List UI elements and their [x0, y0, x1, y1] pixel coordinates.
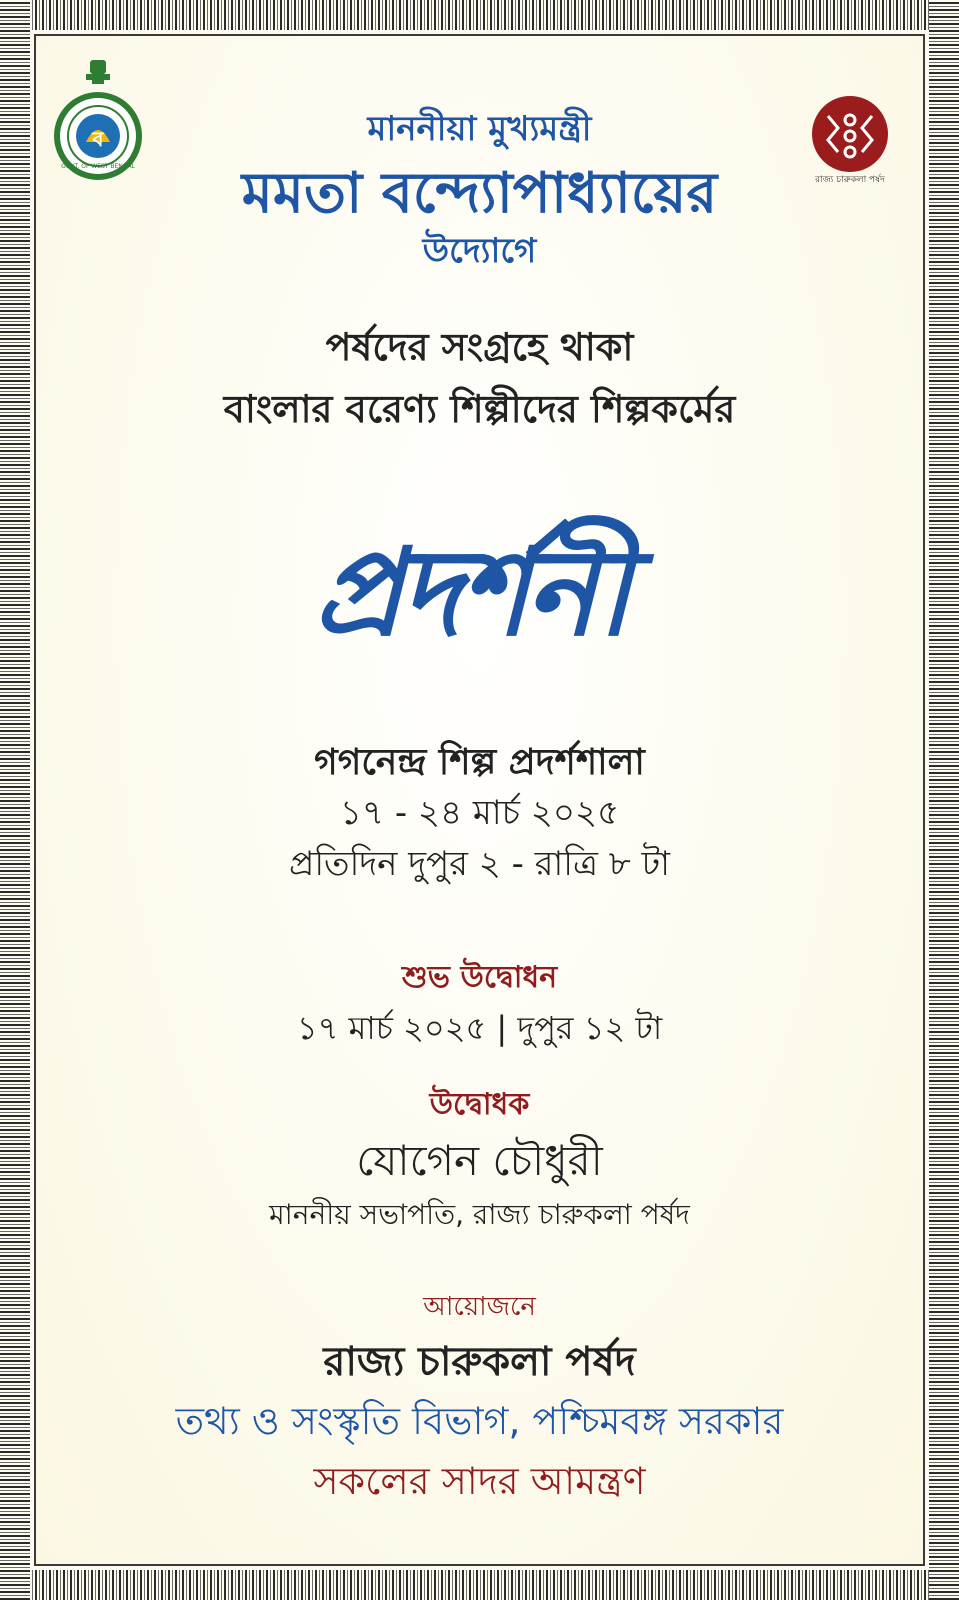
- inauguration-label: শুভ উদ্বোধন: [401, 960, 558, 995]
- intro-line-1: পর্ষদের সংগ্রহে থাকা: [325, 325, 634, 369]
- department-name: তথ্য ও সংস্কৃতি বিভাগ, পশ্চিমবঙ্গ সরকার: [175, 1399, 784, 1443]
- inaugurator-designation: মাননীয় সভাপতি, রাজ্য চারুকলা পর্ষদ: [269, 1198, 690, 1231]
- govt-emblem-text: GOVT. OF WEST BENGAL: [61, 163, 135, 170]
- exhibition-title: প্রদর্শনী: [313, 522, 627, 663]
- inauguration-datetime: ১৭ মার্চ ২০২৫ | দুপুর ১২ টা: [296, 1009, 663, 1047]
- inaugurator-label: উদ্বোধক: [429, 1087, 530, 1122]
- exhibition-timing: প্রতিদিন দুপুর ২ - রাত্রি ৮ টা: [288, 844, 671, 884]
- invitation-text: সকলের সাদর আমন্ত্রণ: [313, 1459, 646, 1503]
- organiser-name: রাজ্য চারুকলা পর্ষদ: [323, 1339, 636, 1385]
- ashoka-emblem-icon: [86, 60, 110, 84]
- venue-name: গগনেন্দ্র শিল্প প্রদর্শশালা: [314, 742, 645, 783]
- decorative-border-bottom: [0, 1570, 959, 1600]
- chief-minister-title: মাননীয়া মুখ্যমন্ত্রী: [367, 109, 592, 149]
- organiser-label: আয়োজনে: [423, 1292, 536, 1322]
- intro-line-2: বাংলার বরেণ্য শিল্পীদের শিল্পকর্মের: [223, 387, 736, 431]
- exhibition-dates: ১৭ - ২৪ মার্চ ২০২৫: [339, 793, 620, 833]
- chief-minister-name: মমতা বন্দ্যোপাধ্যায়ের: [241, 161, 718, 226]
- exhibition-title-calligraphy: [180, 460, 760, 690]
- parshad-logo-text: রাজ্য চারুকলা পর্ষদ: [815, 175, 885, 185]
- decorative-border-top: [0, 0, 959, 30]
- svg-text:ব: ব: [92, 127, 104, 151]
- initiative-label: উদ্যোগে: [422, 231, 537, 271]
- inaugurator-name: যোগেন চৌধুরী: [356, 1136, 603, 1185]
